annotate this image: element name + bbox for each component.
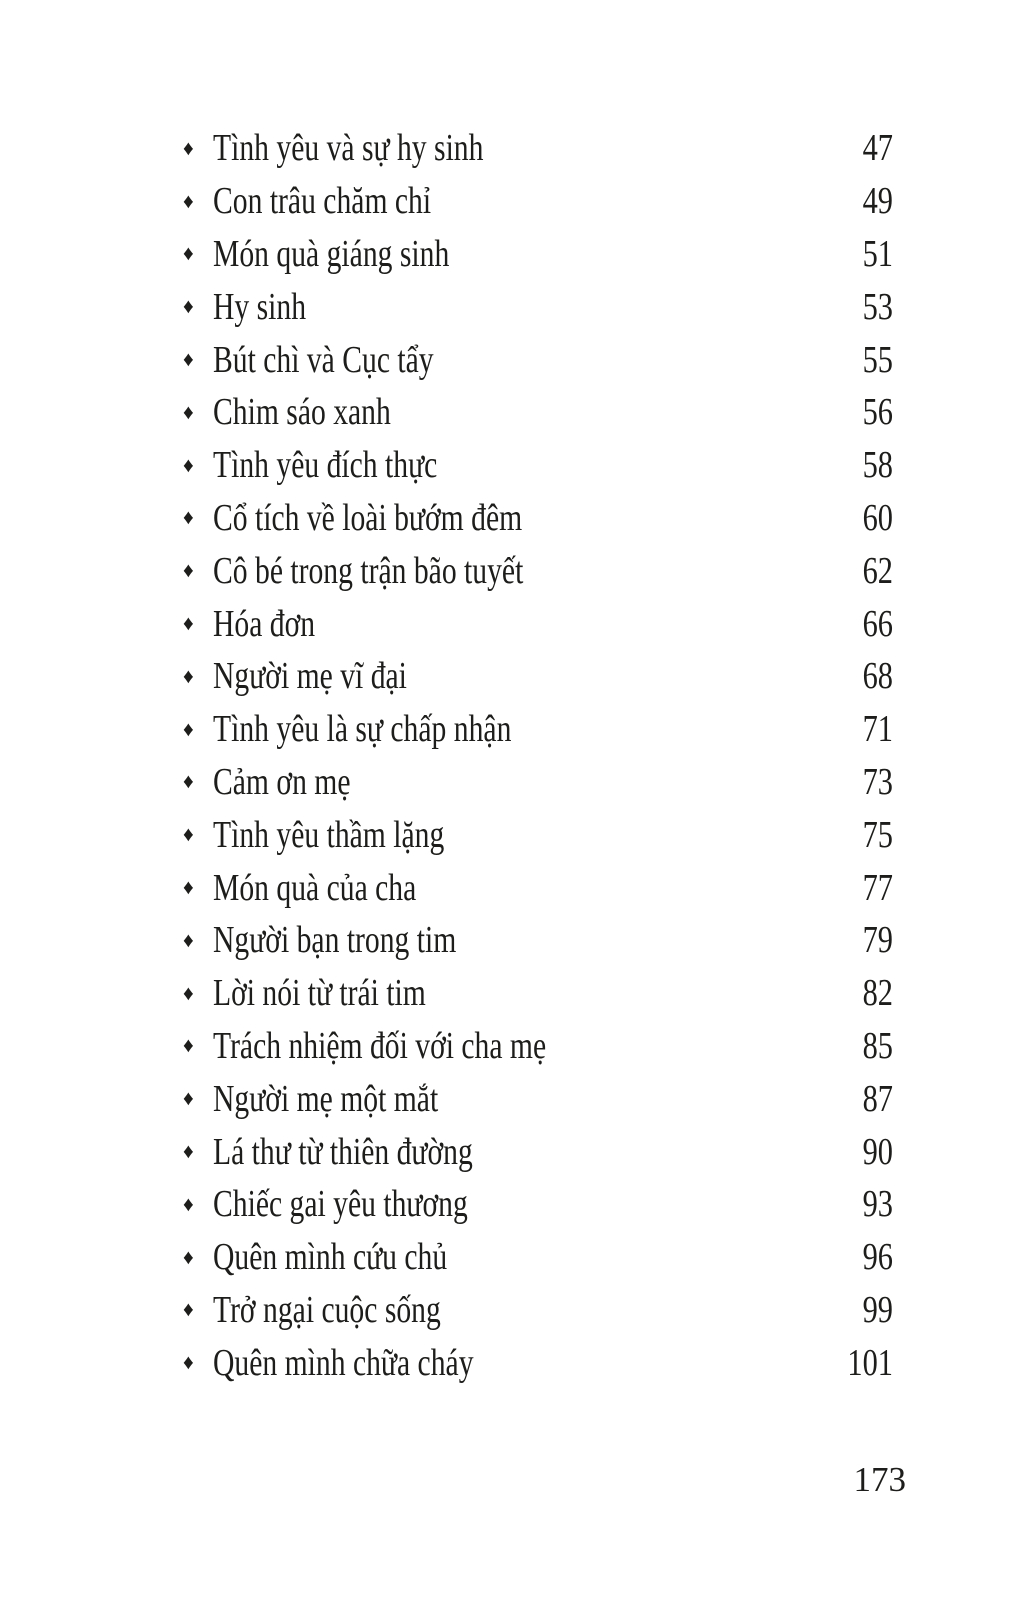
toc-entry-page: 66 [862,602,893,645]
toc-entry-title: Chiếc gai yêu thương [213,1183,468,1226]
toc-entry-page: 53 [862,285,893,328]
toc-list [183,122,893,1389]
toc-entry [183,1178,893,1231]
toc-entry [183,386,893,439]
toc-entry-page: 101 [847,1341,893,1384]
toc-entry-title: Trách nhiệm đối với cha mẹ [213,1024,547,1067]
toc-entry [183,1284,893,1337]
diamond-bullet-icon: ♦ [183,1297,194,1322]
toc-entry [183,967,893,1020]
diamond-bullet-icon: ♦ [183,188,194,213]
toc-entry-title: Cổ tích về loài bướm đêm [213,496,523,539]
toc-entry-title: Quên mình cứu chủ [213,1236,448,1279]
toc-entry-page: 60 [862,496,893,539]
toc-entry-title: Chim sáo xanh [213,391,391,434]
diamond-bullet-icon: ♦ [183,1244,194,1269]
toc-entry-page: 56 [862,391,893,434]
page-number: 173 [853,1460,906,1499]
diamond-bullet-icon: ♦ [183,611,194,636]
toc-entry [183,333,893,386]
toc-entry-title: Lá thư từ thiên đường [213,1130,473,1173]
toc-entry [183,703,893,756]
toc-entry-page: 93 [862,1183,893,1226]
diamond-bullet-icon: ♦ [183,558,194,583]
toc-entry-page: 87 [862,1077,893,1120]
diamond-bullet-icon: ♦ [183,927,194,952]
toc-entry-title: Con trâu chăm chỉ [213,180,432,223]
toc-entry-title: Tình yêu và sự hy sinh [213,127,484,170]
toc-entry-page: 96 [862,1236,893,1279]
diamond-bullet-icon: ♦ [183,875,194,900]
toc-entry [183,1231,893,1284]
toc-entry [183,439,893,492]
toc-entry [183,492,893,545]
toc-entry [183,650,893,703]
toc-entry [183,175,893,228]
diamond-bullet-icon: ♦ [183,347,194,372]
toc-entry [183,1125,893,1178]
toc-entry-title: Cảm ơn mẹ [213,760,351,803]
toc-entry [183,914,893,967]
toc-entry-title: Quên mình chữa cháy [213,1341,474,1384]
toc-entry-title: Người bạn trong tim [213,919,457,962]
toc-entry-page: 51 [862,232,893,275]
toc-entry [183,1072,893,1125]
toc-entry-title: Món quà của cha [213,866,417,909]
diamond-bullet-icon: ♦ [183,241,194,266]
toc-entry-page: 62 [862,549,893,592]
diamond-bullet-icon: ♦ [183,769,194,794]
toc-entry-page: 82 [862,972,893,1015]
toc-entry-page: 85 [862,1024,893,1067]
diamond-bullet-icon: ♦ [183,294,194,319]
toc-entry-title: Món quà giáng sinh [213,232,450,275]
toc-entry-page: 47 [862,127,893,170]
toc-entry-page: 79 [862,919,893,962]
toc-entry [183,280,893,333]
toc-entry-title: Hy sinh [213,285,307,328]
diamond-bullet-icon: ♦ [183,399,194,424]
diamond-bullet-icon: ♦ [183,716,194,741]
diamond-bullet-icon: ♦ [183,1086,194,1111]
toc-entry-title: Cô bé trong trận bão tuyết [213,549,524,592]
toc-entry [183,861,893,914]
diamond-bullet-icon: ♦ [183,135,194,160]
toc-entry [183,544,893,597]
toc-entry-page: 90 [862,1130,893,1173]
toc-entry-page: 58 [862,444,893,487]
toc-entry-page: 68 [862,655,893,698]
diamond-bullet-icon: ♦ [183,1139,194,1164]
toc-entry-page: 99 [862,1288,893,1331]
toc-entry [183,756,893,809]
diamond-bullet-icon: ♦ [183,663,194,688]
toc-entry-title: Trở ngại cuộc sống [213,1288,441,1331]
diamond-bullet-icon: ♦ [183,505,194,530]
toc-entry-title: Tình yêu là sự chấp nhận [213,708,512,751]
toc-entry-page: 55 [862,338,893,381]
toc-entry-page: 49 [862,180,893,223]
diamond-bullet-icon: ♦ [183,452,194,477]
toc-entry [183,597,893,650]
toc-entry [183,228,893,281]
toc-entry-title: Tình yêu đích thực [213,444,438,487]
toc-entry-title: Người mẹ một mắt [213,1077,439,1120]
diamond-bullet-icon: ♦ [183,822,194,847]
diamond-bullet-icon: ♦ [183,1350,194,1375]
diamond-bullet-icon: ♦ [183,1033,194,1058]
toc-entry-page: 75 [862,813,893,856]
toc-entry-title: Bút chì và Cục tẩy [213,338,434,381]
diamond-bullet-icon: ♦ [183,1191,194,1216]
toc-entry [183,122,893,175]
toc-entry-page: 73 [862,760,893,803]
toc-entry [183,1020,893,1073]
toc-entry-page: 71 [862,708,893,751]
toc-entry [183,1336,893,1389]
toc-entry [183,808,893,861]
toc-entry-title: Người mẹ vĩ đại [213,655,407,698]
diamond-bullet-icon: ♦ [183,980,194,1005]
toc-entry-page: 77 [862,866,893,909]
toc-entry-title: Lời nói từ trái tim [213,972,426,1015]
toc-entry-title: Hóa đơn [213,602,316,645]
toc-entry-title: Tình yêu thầm lặng [213,813,445,856]
